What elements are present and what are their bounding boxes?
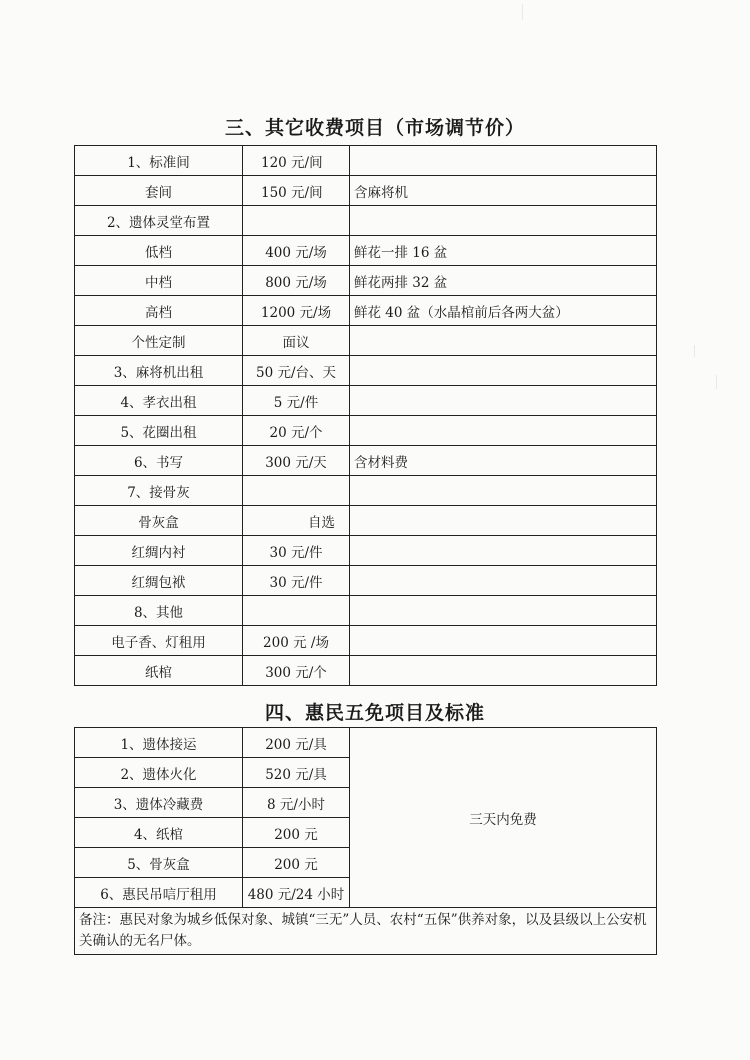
- table-row: [75, 446, 657, 476]
- item-name: 6、书写: [75, 446, 243, 476]
- scan-mark: [694, 345, 695, 357]
- item-name: 8、其他: [75, 596, 243, 626]
- item-name: 6、惠民吊唁厅租用: [75, 878, 243, 908]
- item-name: 7、接骨灰: [75, 476, 243, 506]
- table-row: [75, 206, 657, 236]
- table-row: [75, 536, 657, 566]
- scan-mark: [522, 4, 523, 20]
- item-price: 480 元/24 小时: [243, 878, 350, 908]
- item-price: 50 元/台、天: [243, 356, 350, 386]
- table-row: [75, 626, 657, 656]
- item-price: [243, 476, 350, 506]
- item-note: 含材料费: [350, 446, 657, 476]
- item-price: 300 元/个: [243, 656, 350, 686]
- item-note: [350, 386, 657, 416]
- item-name: 3、遗体冷藏费: [75, 788, 243, 818]
- item-price: 30 元/件: [243, 536, 350, 566]
- item-price: 20 元/个: [243, 416, 350, 446]
- table-row: [75, 266, 657, 296]
- item-price: 200 元/具: [243, 728, 350, 758]
- remark-row: [75, 908, 657, 955]
- scan-mark: [716, 375, 717, 389]
- item-note: [350, 416, 657, 446]
- item-price: 30 元/件: [243, 566, 350, 596]
- item-price: 5 元/件: [243, 386, 350, 416]
- item-price: 1200 元/场: [243, 296, 350, 326]
- item-price: 520 元/具: [243, 758, 350, 788]
- item-name: 中档: [75, 266, 243, 296]
- item-price: 面议: [243, 326, 350, 356]
- item-note: [350, 566, 657, 596]
- item-note: [350, 506, 657, 536]
- item-price: [243, 596, 350, 626]
- item-name: 2、遗体火化: [75, 758, 243, 788]
- item-price: 200 元 /场: [243, 626, 350, 656]
- item-price: 200 元: [243, 848, 350, 878]
- item-name: 1、遗体接运: [75, 728, 243, 758]
- item-note: 鲜花 40 盆（水晶棺前后各两大盆）: [350, 296, 657, 326]
- item-price: 自选: [243, 506, 350, 536]
- table-row: [75, 176, 657, 206]
- table-row: [75, 326, 657, 356]
- item-name: 高档: [75, 296, 243, 326]
- item-note: [350, 356, 657, 386]
- item-note: [350, 146, 657, 176]
- table-row: [75, 296, 657, 326]
- item-price: [243, 206, 350, 236]
- remark-text: 备注：惠民对象为城乡低保对象、城镇“三无”人员、农村“五保”供养对象，以及县级以上公安机关确认的无名尸体。: [75, 908, 657, 955]
- item-note: [350, 476, 657, 506]
- table-row: [75, 656, 657, 686]
- five-free-items-table: [74, 727, 657, 955]
- table-row: [75, 728, 657, 758]
- item-name: 骨灰盒: [75, 506, 243, 536]
- item-name: 纸棺: [75, 656, 243, 686]
- item-name: 电子香、灯租用: [75, 626, 243, 656]
- item-note: 含麻将机: [350, 176, 657, 206]
- item-note: 鲜花一排 16 盆: [350, 236, 657, 266]
- table-row: [75, 356, 657, 386]
- item-name: 红绸内衬: [75, 536, 243, 566]
- item-note: [350, 206, 657, 236]
- item-note: [350, 326, 657, 356]
- item-price: 400 元/场: [243, 236, 350, 266]
- item-name: 5、花圈出租: [75, 416, 243, 446]
- item-name: 红绸包袱: [75, 566, 243, 596]
- table-row: [75, 146, 657, 176]
- section4-title: 四、惠民五免项目及标准: [264, 702, 485, 724]
- item-note: [350, 536, 657, 566]
- item-name: 套间: [75, 176, 243, 206]
- item-name: 个性定制: [75, 326, 243, 356]
- item-name: 低档: [75, 236, 243, 266]
- table-row: [75, 506, 657, 536]
- table-row: [75, 416, 657, 446]
- table-row: [75, 566, 657, 596]
- table-row: [75, 476, 657, 506]
- item-note: [350, 596, 657, 626]
- item-name: 1、标准间: [75, 146, 243, 176]
- item-price: 150 元/间: [243, 176, 350, 206]
- item-note: [350, 656, 657, 686]
- other-fees-table: [74, 145, 657, 686]
- item-note: [350, 626, 657, 656]
- item-price: 8 元/小时: [243, 788, 350, 818]
- section3-title: 三、其它收费项目（市场调节价）: [224, 117, 525, 139]
- free-note: 三天内免费: [350, 728, 657, 908]
- item-price: 200 元: [243, 818, 350, 848]
- item-name: 4、纸棺: [75, 818, 243, 848]
- item-name: 2、遗体灵堂布置: [75, 206, 243, 236]
- item-name: 5、骨灰盒: [75, 848, 243, 878]
- item-price: 300 元/天: [243, 446, 350, 476]
- table-row: [75, 386, 657, 416]
- item-name: 3、麻将机出租: [75, 356, 243, 386]
- item-price: 120 元/间: [243, 146, 350, 176]
- table-row: [75, 236, 657, 266]
- table-row: [75, 596, 657, 626]
- item-price: 800 元/场: [243, 266, 350, 296]
- item-note: 鲜花两排 32 盆: [350, 266, 657, 296]
- item-name: 4、孝衣出租: [75, 386, 243, 416]
